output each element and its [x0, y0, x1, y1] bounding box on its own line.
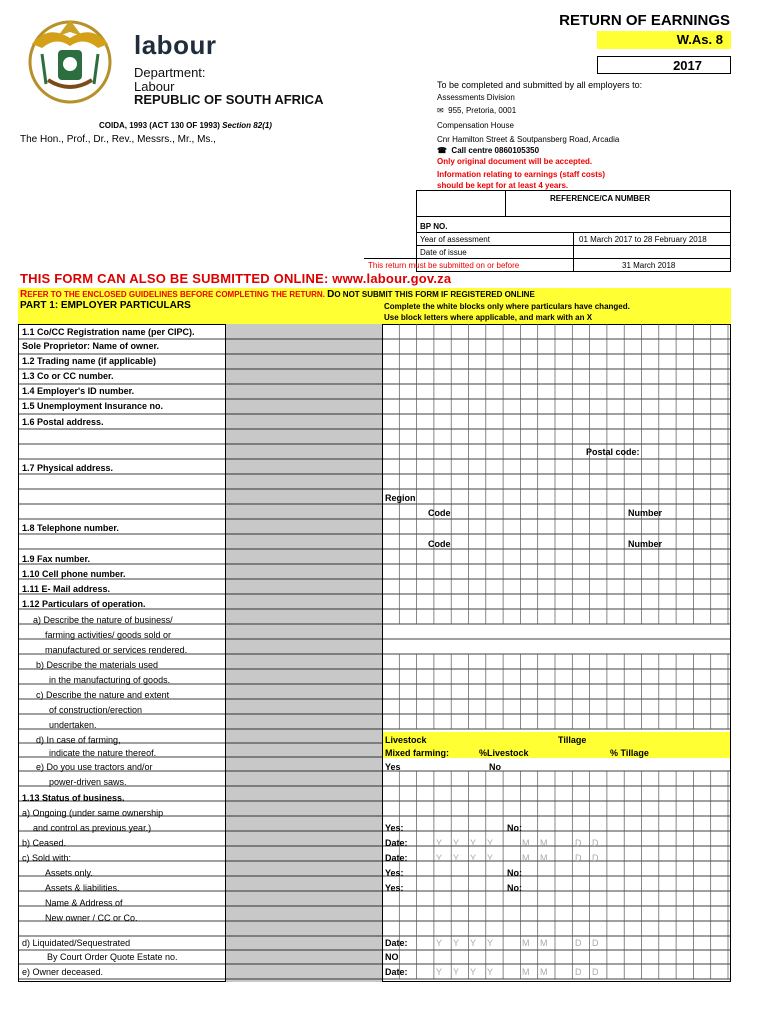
date-placeholder: Y [470, 838, 477, 848]
estate-no: NO [385, 952, 399, 962]
op-a2: farming activities/ goods sold or [45, 630, 172, 640]
livestock-label: Livestock [385, 735, 427, 745]
op-b2: in the manufacturing of goods. [49, 675, 171, 685]
liab-no: No: [507, 883, 522, 893]
form-title: RETURN OF EARNINGS [559, 12, 730, 29]
reference-label: REFERENCE/CA NUMBER [550, 194, 651, 203]
guidelines-d: D [327, 289, 335, 300]
issue-label: Date of issue [420, 248, 467, 257]
date-placeholder: Y [487, 838, 494, 848]
assessments-division: Assessments Division [437, 93, 515, 102]
field-1-4: 1.4 Employer's ID number. [22, 386, 135, 396]
dept-line1: Department: [134, 65, 206, 80]
deceased-date: Date: [385, 967, 408, 977]
liquidated-date: Date: [385, 938, 408, 948]
tractor-no-label: No [489, 762, 501, 772]
field-1-11: 1.11 E- Mail address. [22, 584, 111, 594]
assets-no: No: [507, 868, 522, 878]
number-label-1: Number [628, 508, 663, 518]
field-1-12: 1.12 Particulars of operation. [22, 599, 146, 609]
status-a2: and control as previous year.) [33, 823, 152, 833]
date-placeholder: M [522, 838, 530, 848]
code-label-1: Code [428, 508, 451, 518]
status-a1: a) Ongoing (under same ownership [22, 808, 164, 818]
date-placeholder: D [592, 967, 599, 977]
date-placeholder: Y [436, 838, 443, 848]
date-placeholder: Y [487, 853, 494, 863]
return-by-value: 31 March 2018 [622, 261, 676, 270]
date-placeholder: D [575, 967, 582, 977]
field-1-1b: Sole Proprietor: Name of owner. [22, 341, 160, 351]
number-label-2: Number [628, 539, 663, 549]
street-address: Cnr Hamilton Street & Soutpansberg Road, Arcadia [437, 135, 620, 144]
code-label-2: Code [428, 539, 451, 549]
date-placeholder: Y [470, 938, 477, 948]
date-placeholder: M [540, 967, 548, 977]
date-placeholder: D [592, 938, 599, 948]
salutation: The Hon., Prof., Dr., Rev., Messrs., Mr., Ms., [20, 134, 216, 145]
return-by-label: This return must be submitted on or before [368, 261, 520, 270]
date-placeholder: Y [470, 853, 477, 863]
date-placeholder: Y [487, 967, 494, 977]
field-1-2: 1.2 Trading name (if applicable) [22, 356, 157, 366]
act-section: Section 82(1) [222, 121, 272, 130]
status-c3: Name & Address of [45, 898, 123, 908]
status-c4: New owner / CC or Co. [45, 913, 138, 923]
op-c2: of construction/erection [49, 705, 143, 715]
date-placeholder: Y [453, 838, 460, 848]
date-placeholder: M [540, 853, 548, 863]
sold-date: Date: [385, 853, 408, 863]
pct-livestock-label: %Livestock [479, 748, 529, 758]
date-placeholder: Y [487, 938, 494, 948]
field-1-13: 1.13 Status of business. [22, 793, 125, 803]
op-a1: a) Describe the nature of business/ [33, 615, 173, 625]
date-placeholder: D [592, 838, 599, 848]
po-box-text: 955, Pretoria, 0001 [448, 106, 517, 115]
phone-icon: ☎ [437, 146, 447, 155]
ongoing-yes: Yes: [385, 823, 404, 833]
mixed-farming-label: Mixed farming: [385, 748, 450, 758]
assets-yes: Yes: [385, 868, 404, 878]
status-d1: d) Liquidated/Sequestrated [22, 938, 131, 948]
liab-yes: Yes: [385, 883, 404, 893]
date-placeholder: D [575, 938, 582, 948]
bp-label: BP NO. [420, 222, 448, 231]
status-c1: Assets only. [45, 868, 93, 878]
field-1-6: 1.6 Postal address. [22, 417, 104, 427]
status-c2: Assets & liabilities. [45, 883, 120, 893]
date-placeholder: Y [470, 967, 477, 977]
op-c3: undertaken. [49, 720, 97, 730]
field-1-8: 1.8 Telephone number. [22, 523, 119, 533]
status-d2: By Court Order Quote Estate no. [47, 952, 178, 962]
op-e2: power-driven saws. [49, 777, 127, 787]
year-assess-label: Year of assessment [420, 235, 490, 244]
compensation-house: Compensation House [437, 121, 514, 130]
op-a3: manufactured or services rendered. [45, 645, 188, 655]
op-e1: e) Do you use tractors and/or [36, 762, 153, 772]
original-only-note: Only original document will be accepted. [437, 157, 593, 166]
date-placeholder: Y [436, 938, 443, 948]
field-1-5: 1.5 Unemployment Insurance no. [22, 401, 164, 411]
date-placeholder: Y [436, 967, 443, 977]
date-placeholder: Y [453, 938, 460, 948]
form-code: W.As. 8 [597, 31, 731, 49]
tractor-yes-label: Yes [385, 762, 401, 772]
guidelines-r: R [20, 289, 28, 300]
date-placeholder: M [522, 853, 530, 863]
part1-instr2: Use block letters where applicable, and mark with an X [384, 313, 593, 322]
guidelines-rest: EFER TO THE ENCLOSED GUIDELINES BEFORE COMPLETING THE RETURN. [27, 290, 328, 299]
pct-tillage-label: % Tillage [610, 748, 649, 758]
labour-wordmark: labour [134, 30, 217, 60]
region-label: Region [385, 493, 416, 503]
date-placeholder: M [540, 838, 548, 848]
guidelines-rest2: O NOT SUBMIT THIS FORM IF REGISTERED ONLINE [334, 290, 535, 299]
date-placeholder: D [575, 853, 582, 863]
ongoing-no: No: [507, 823, 522, 833]
form-year: 2017 [597, 56, 731, 74]
field-1-3: 1.3 Co or CC number. [22, 371, 114, 381]
part1-title: PART 1: EMPLOYER PARTICULARS [20, 300, 191, 311]
postal-code-label: Postal code: [586, 447, 640, 457]
field-1-1: 1.1 Co/CC Registration name (per CIPC). [22, 327, 195, 337]
info-line2: should be kept for at least 4 years. [437, 181, 569, 190]
field-1-9: 1.9 Fax number. [22, 554, 91, 564]
date-placeholder: Y [436, 853, 443, 863]
republic-label: REPUBLIC OF SOUTH AFRICA [134, 92, 324, 107]
date-placeholder: D [592, 853, 599, 863]
date-placeholder: D [575, 838, 582, 848]
submit-line: To be completed and submitted by all employers to: [437, 80, 643, 90]
date-placeholder: Y [453, 967, 460, 977]
part1-instr1: Complete the white blocks only where particulars have changed. [384, 302, 630, 311]
op-b1: b) Describe the materials used [36, 660, 159, 670]
field-1-7: 1.7 Physical address. [22, 463, 114, 473]
online-banner: THIS FORM CAN ALSO BE SUBMITTED ONLINE: www.labour.gov.za [20, 271, 452, 286]
envelope-icon: ✉ [437, 106, 444, 115]
tillage-label: Tillage [558, 735, 587, 745]
info-line1: Information relating to earnings (staff costs) [437, 170, 606, 179]
date-placeholder: Y [453, 853, 460, 863]
op-d2: indicate the nature thereof. [49, 748, 157, 758]
date-placeholder: M [540, 938, 548, 948]
status-e: e) Owner deceased. [22, 967, 104, 977]
op-d1: d) In case of farming, [36, 735, 121, 745]
ceased-date: Date: [385, 838, 408, 848]
op-c1: c) Describe the nature and extent [36, 690, 170, 700]
year-assess-value: 01 March 2017 to 28 February 2018 [579, 235, 707, 244]
status-c: c) Sold with: [22, 853, 72, 863]
act-text: COIDA, 1993 (ACT 130 OF 1993) [99, 121, 220, 130]
call-centre-text: Call centre 0860105350 [451, 146, 540, 155]
field-1-10: 1.10 Cell phone number. [22, 569, 126, 579]
date-placeholder: M [522, 938, 530, 948]
date-placeholder: M [522, 967, 530, 977]
status-b: b) Ceased. [22, 838, 67, 848]
dept-line2: Labour [134, 79, 175, 94]
